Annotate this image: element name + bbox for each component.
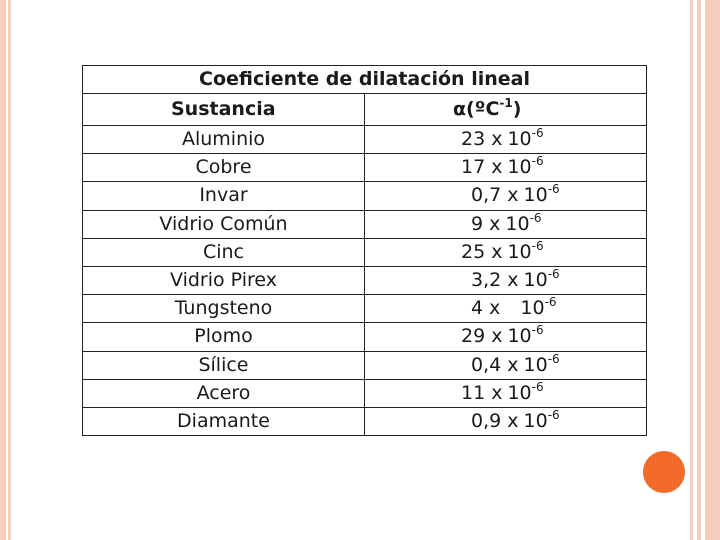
coefficient-base: 10 (523, 269, 548, 292)
coefficient-base: 10 (507, 128, 532, 151)
header-alpha-symbol: α(ºC (453, 98, 500, 120)
substance-cell: Vidrio Común (83, 210, 365, 238)
substance-cell: Tungsteno (83, 295, 365, 323)
header-substance: Sustancia (83, 94, 365, 126)
coefficient-mantissa: 0,9 x (471, 409, 519, 432)
coefficient-cell (365, 407, 647, 435)
coefficient-base: 10 (505, 212, 530, 235)
coefficient-base: 10 (523, 353, 548, 376)
right-border-stripe-wide (705, 0, 720, 540)
header-alpha-close: ) (512, 98, 522, 120)
coefficient-mantissa: 11 x (461, 381, 503, 404)
orange-circle-decoration (641, 449, 687, 495)
coefficient-base: 10 (507, 381, 532, 404)
header-alpha-exponent: -1 (499, 96, 513, 110)
coefficient-exponent: -6 (544, 295, 557, 310)
coefficient-exponent: -6 (531, 379, 544, 394)
coefficient-cell (365, 182, 647, 210)
coefficient-cell (365, 351, 647, 379)
substance-cell: Plomo (83, 323, 365, 351)
table-header-row (83, 94, 647, 126)
substance-cell: Cinc (83, 238, 365, 266)
coefficient-exponent: -6 (547, 351, 560, 366)
substance-cell: Invar (83, 182, 365, 210)
coefficient-cell (365, 238, 647, 266)
table-row (83, 407, 647, 435)
coefficient-exponent: -6 (547, 267, 560, 282)
coefficient-base: 10 (507, 240, 532, 263)
coefficient-cell (365, 154, 647, 182)
coefficient-exponent: -6 (531, 323, 544, 338)
table-row (83, 323, 647, 351)
substance-cell: Aluminio (83, 126, 365, 154)
coefficient-base: 10 (507, 156, 532, 179)
table-row (83, 126, 647, 154)
coefficient-exponent: -6 (529, 210, 542, 225)
table-row (83, 154, 647, 182)
substance-cell: Vidrio Pirex (83, 266, 365, 294)
table-row (83, 379, 647, 407)
coefficient-mantissa: 9 x (471, 212, 501, 235)
substance-cell: Cobre (83, 154, 365, 182)
coefficient-base: 10 (523, 409, 548, 432)
table-row (83, 182, 647, 210)
coefficient-exponent: -6 (531, 154, 544, 169)
coefficient-cell (365, 126, 647, 154)
left-border-stripe (0, 0, 6, 540)
coefficient-base: 10 (520, 297, 545, 320)
coefficient-mantissa: 0,7 x (471, 184, 519, 207)
expansion-coefficient-table (82, 65, 647, 436)
left-border-stripe-thin (8, 0, 11, 540)
coefficient-exponent: -6 (531, 126, 544, 141)
coefficient-mantissa: 3,2 x (471, 269, 519, 292)
coefficient-cell (365, 266, 647, 294)
table-row (83, 266, 647, 294)
header-alpha (365, 94, 647, 126)
coefficient-mantissa: 25 x (461, 240, 503, 263)
table-row (83, 295, 647, 323)
coefficient-mantissa: 4 x (471, 297, 501, 320)
substance-cell: Sílice (83, 351, 365, 379)
table-row (83, 210, 647, 238)
coefficient-base: 10 (507, 325, 532, 348)
table-title: Coeficiente de dilatación lineal (83, 66, 647, 94)
right-border-stripe-thin (690, 0, 693, 540)
substance-cell: Acero (83, 379, 365, 407)
coefficient-cell (365, 323, 647, 351)
coefficient-exponent: -6 (531, 238, 544, 253)
coefficient-mantissa: 23 x (461, 128, 503, 151)
table-row (83, 351, 647, 379)
table-title-row (83, 66, 647, 94)
coefficient-mantissa: 0,4 x (471, 353, 519, 376)
coefficient-base: 10 (523, 184, 548, 207)
coefficient-cell (365, 379, 647, 407)
coefficient-cell (365, 295, 647, 323)
coefficient-cell (365, 210, 647, 238)
coefficient-exponent: -6 (547, 182, 560, 197)
coefficient-exponent: -6 (547, 407, 560, 422)
right-border-stripe-mid (697, 0, 701, 540)
table-row (83, 238, 647, 266)
coefficient-mantissa: 29 x (461, 325, 503, 348)
table-body (83, 126, 647, 436)
coefficient-mantissa: 17 x (461, 156, 503, 179)
substance-cell: Diamante (83, 407, 365, 435)
